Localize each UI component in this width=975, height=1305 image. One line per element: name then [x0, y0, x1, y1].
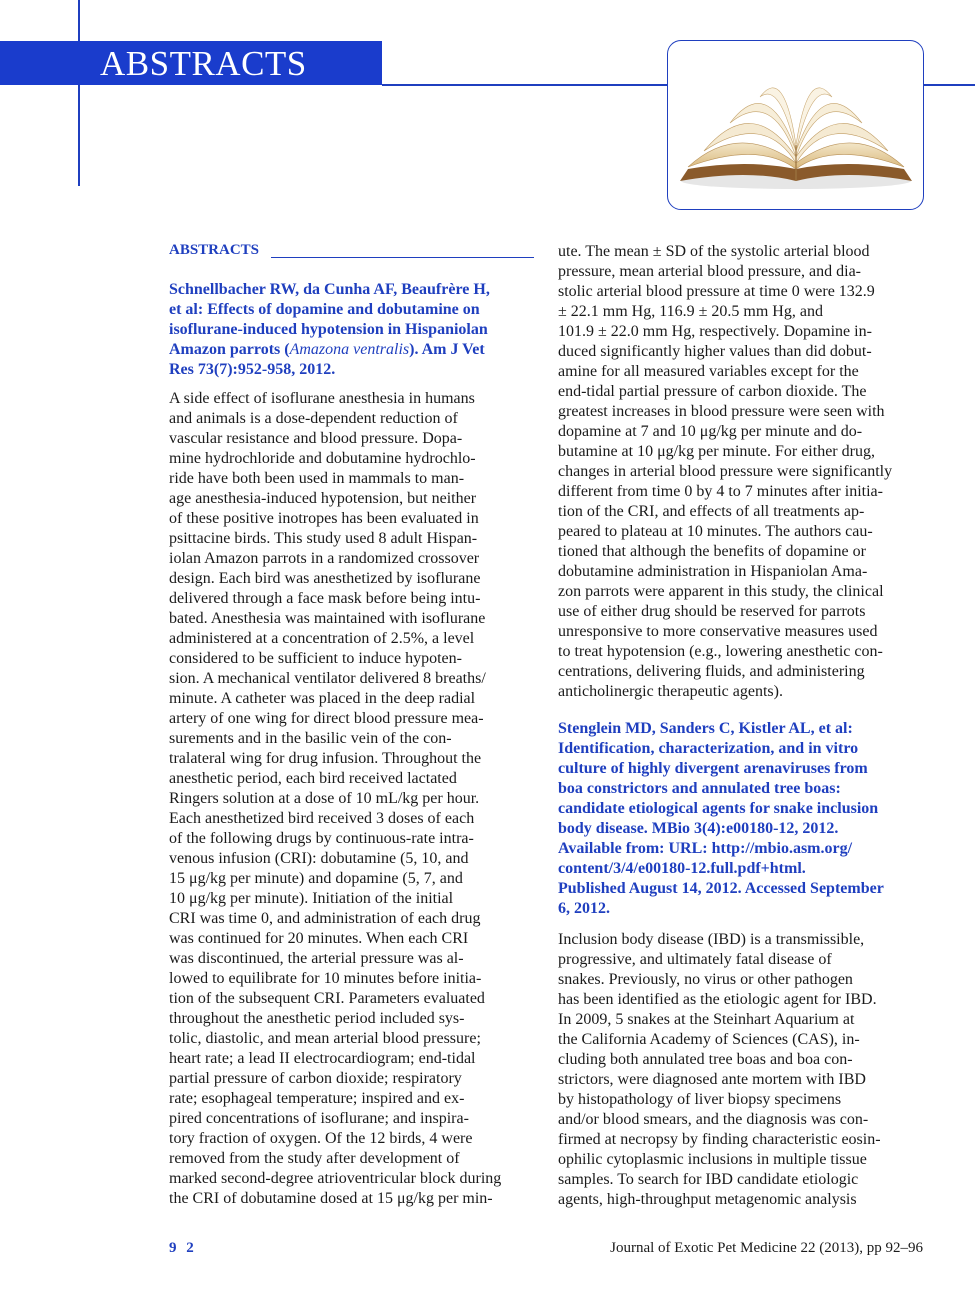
body-line: zon parrots were apparent in this study, the clinical: [558, 583, 884, 600]
citation-line: culture of highly divergent arenaviruses from: [558, 760, 868, 777]
body-line: heart rate; a lead II electrocardiogram; end-tidal: [169, 1050, 476, 1067]
body-line: tory fraction of oxygen. Of the 12 birds, 4 were: [169, 1130, 473, 1147]
body-line: design. Each bird was anesthetized by isoflurane: [169, 570, 481, 587]
journal-citation: Journal of Exotic Pet Medicine 22 (2013), pp 92–96: [610, 1240, 923, 1256]
body-line: tion of the subsequent CRI. Parameters evaluated: [169, 990, 485, 1007]
body-line: administered at a concentration of 2.5%, a level: [169, 630, 475, 647]
body-line: iolan Amazon parrots in a randomized crossover: [169, 550, 480, 567]
body-line: throughout the anesthetic period included sys-: [169, 1010, 465, 1027]
body-line: unresponsive to more conservative measures used: [558, 623, 878, 640]
body-line: dopamine at 7 and 10 μg/kg per minute and do-: [558, 423, 863, 440]
citation-line: Res 73(7):952-958, 2012.: [169, 361, 336, 378]
body-line: tion of the CRI, and effects of all treatments ap-: [558, 503, 865, 520]
body-line: the CRI of dobutamine dosed at 15 μg/kg per min-: [169, 1190, 493, 1207]
body-line: to treat hypotension (e.g., lowering anesthetic con-: [558, 643, 883, 660]
body-line: cluding both annulated tree boas and boa con-: [558, 1051, 853, 1068]
body-line: and animals is a dose-dependent reduction of: [169, 410, 458, 427]
body-line: end-tidal partial pressure of carbon dioxide. The: [558, 383, 867, 400]
body-line: strictors, were diagnosed ante mortem with IBD: [558, 1071, 866, 1088]
citation-line: boa constrictors and annulated tree boas:: [558, 780, 841, 797]
body-line: of the following drugs by continuous-rate intra-: [169, 830, 474, 847]
body-line: A side effect of isoflurane anesthesia in humans: [169, 390, 475, 407]
body-line: surements and in the basilic vein of the con-: [169, 730, 452, 747]
body-line: was discontinued, the arterial pressure was al-: [169, 950, 464, 967]
citation-line: body disease. MBio 3(4):e00180-12, 2012.: [558, 820, 839, 837]
body-line: tioned that although the benefits of dopamine or: [558, 543, 866, 560]
citation-line: 6, 2012.: [558, 900, 610, 917]
body-line: ± 22.1 mm Hg, 116.9 ± 20.5 mm Hg, and: [558, 303, 823, 320]
body-line: duced significantly higher values than did dobut-: [558, 343, 872, 360]
body-line: considered to be sufficient to induce hypoten-: [169, 650, 462, 667]
section-rule: [271, 257, 534, 258]
body-line: ride have both been used in mammals to man-: [169, 470, 465, 487]
body-line: peared to plateau at 10 minutes. The authors cau-: [558, 523, 873, 540]
body-line: different from time 0 by 4 to 7 minutes after initia-: [558, 483, 883, 500]
citation-line: Schnellbacher RW, da Cunha AF, Beaufrère H,: [169, 281, 490, 298]
body-line: anesthetic period, each bird received lactated: [169, 770, 457, 787]
body-line: sion. A mechanical ventilator delivered 8 breaths/: [169, 670, 486, 687]
header-vertical-rule: [78, 0, 80, 186]
citation-line: content/3/4/e00180-12.full.pdf+html.: [558, 860, 806, 877]
citation-line: et al: Effects of dopamine and dobutamine on: [169, 301, 480, 318]
body-line: of these positive inotropes has been evaluated in: [169, 510, 479, 527]
body-line: centrations, delivering fluids, and administering: [558, 663, 865, 680]
body-line: 101.9 ± 22.0 mm Hg, respectively. Dopamine in-: [558, 323, 872, 340]
body-line: progressive, and ultimately fatal disease of: [558, 951, 832, 968]
citation-line: isoflurane-induced hypotension in Hispaniolan: [169, 321, 488, 338]
body-line: removed from the study after development of: [169, 1150, 460, 1167]
open-book-icon: [668, 41, 923, 209]
body-line: firmed at necropsy by finding characteristic eosin-: [558, 1131, 881, 1148]
body-line: mine hydrochloride and dobutamine hydrochlo-: [169, 450, 476, 467]
body-line: marked second-degree atrioventricular block during: [169, 1170, 502, 1187]
page-number: 9 2: [169, 1240, 197, 1256]
body-line: Ringers solution at a dose of 10 mL/kg per hour.: [169, 790, 480, 807]
body-line: ophilic cytoplasmic inclusions in multiple tissue: [558, 1151, 867, 1168]
body-line: delivered through a face mask before being intu-: [169, 590, 481, 607]
section-label: ABSTRACTS: [169, 242, 260, 258]
body-line: agents, high-throughput metagenomic analysis: [558, 1191, 857, 1208]
body-line: artery of one wing for direct blood pressure mea-: [169, 710, 484, 727]
citation-line: Amazon parrots (Amazona ventralis). Am J Vet: [169, 341, 485, 358]
book-illustration-frame: [667, 40, 924, 210]
body-line: vascular resistance and blood pressure. Dopa-: [169, 430, 463, 447]
body-line: pired concentrations of isoflurane; and inspira-: [169, 1110, 469, 1127]
body-line: Each anesthetized bird received 3 doses of each: [169, 810, 475, 827]
body-line: partial pressure of carbon dioxide; respiratory: [169, 1070, 462, 1087]
body-line: was continued for 20 minutes. When each CRI: [169, 930, 469, 947]
body-line: ute. The mean ± SD of the systolic arterial blood: [558, 243, 870, 260]
body-line: pressure, mean arterial blood pressure, and dia-: [558, 263, 861, 280]
body-line: snakes. Previously, no virus or other pathogen: [558, 971, 853, 988]
body-line: amine for all measured variables except for the: [558, 363, 859, 380]
body-line: butamine at 10 μg/kg per minute. For either drug,: [558, 443, 875, 460]
body-line: tralateral wing for drug infusion. Throughout the: [169, 750, 482, 767]
body-line: dobutamine administration in Hispaniolan Ama-: [558, 563, 868, 580]
body-line: rate; esophageal temperature; inspired and ex-: [169, 1090, 465, 1107]
body-line: Inclusion body disease (IBD) is a transmissible,: [558, 931, 865, 948]
body-line: stolic arterial blood pressure at time 0 were 132.9: [558, 283, 875, 300]
body-line: bated. Anesthesia was maintained with isoflurane: [169, 610, 486, 627]
body-line: by histopathology of liver biopsy specimens: [558, 1091, 842, 1108]
body-line: use of either drug should be reserved for parrots: [558, 603, 866, 620]
body-line: 15 μg/kg per minute) and dopamine (5, 7, and: [169, 870, 463, 887]
body-line: tolic, diastolic, and mean arterial blood pressure;: [169, 1030, 481, 1047]
body-line: venous infusion (CRI): dobutamine (5, 10, and: [169, 850, 469, 867]
body-line: 10 μg/kg per minute). Initiation of the initial: [169, 890, 454, 907]
citation-line: Published August 14, 2012. Accessed September: [558, 880, 884, 897]
species-name: Amazona ventralis: [289, 341, 410, 358]
body-line: greatest increases in blood pressure were seen with: [558, 403, 885, 420]
body-line: has been identified as the etiologic agent for IBD.: [558, 991, 877, 1008]
citation-line: Available from: URL: http://mbio.asm.org/: [558, 840, 853, 857]
body-line: minute. A catheter was placed in the deep radial: [169, 690, 476, 707]
body-line: changes in arterial blood pressure were significantly: [558, 463, 893, 480]
body-line: the California Academy of Sciences (CAS), in-: [558, 1031, 860, 1048]
body-line: age anesthesia-induced hypotension, but neither: [169, 490, 477, 507]
body-line: anticholinergic therapeutic agents).: [558, 683, 783, 700]
body-line: CRI was time 0, and administration of each drug: [169, 910, 481, 927]
citation-line: Identification, characterization, and in vitro: [558, 740, 859, 757]
citation-line: Stenglein MD, Sanders C, Kistler AL, et al:: [558, 720, 853, 737]
body-line: psittacine birds. This study used 8 adult Hispan-: [169, 530, 478, 547]
header-title: ABSTRACTS: [100, 44, 307, 83]
body-line: and/or blood smears, and the diagnosis was con-: [558, 1111, 869, 1128]
citation-line: candidate etiological agents for snake inclusion: [558, 800, 879, 817]
body-line: lowed to equilibrate for 10 minutes before initia-: [169, 970, 482, 987]
body-line: In 2009, 5 snakes at the Steinhart Aquarium at: [558, 1011, 855, 1028]
body-line: samples. To search for IBD candidate etiologic: [558, 1171, 859, 1188]
